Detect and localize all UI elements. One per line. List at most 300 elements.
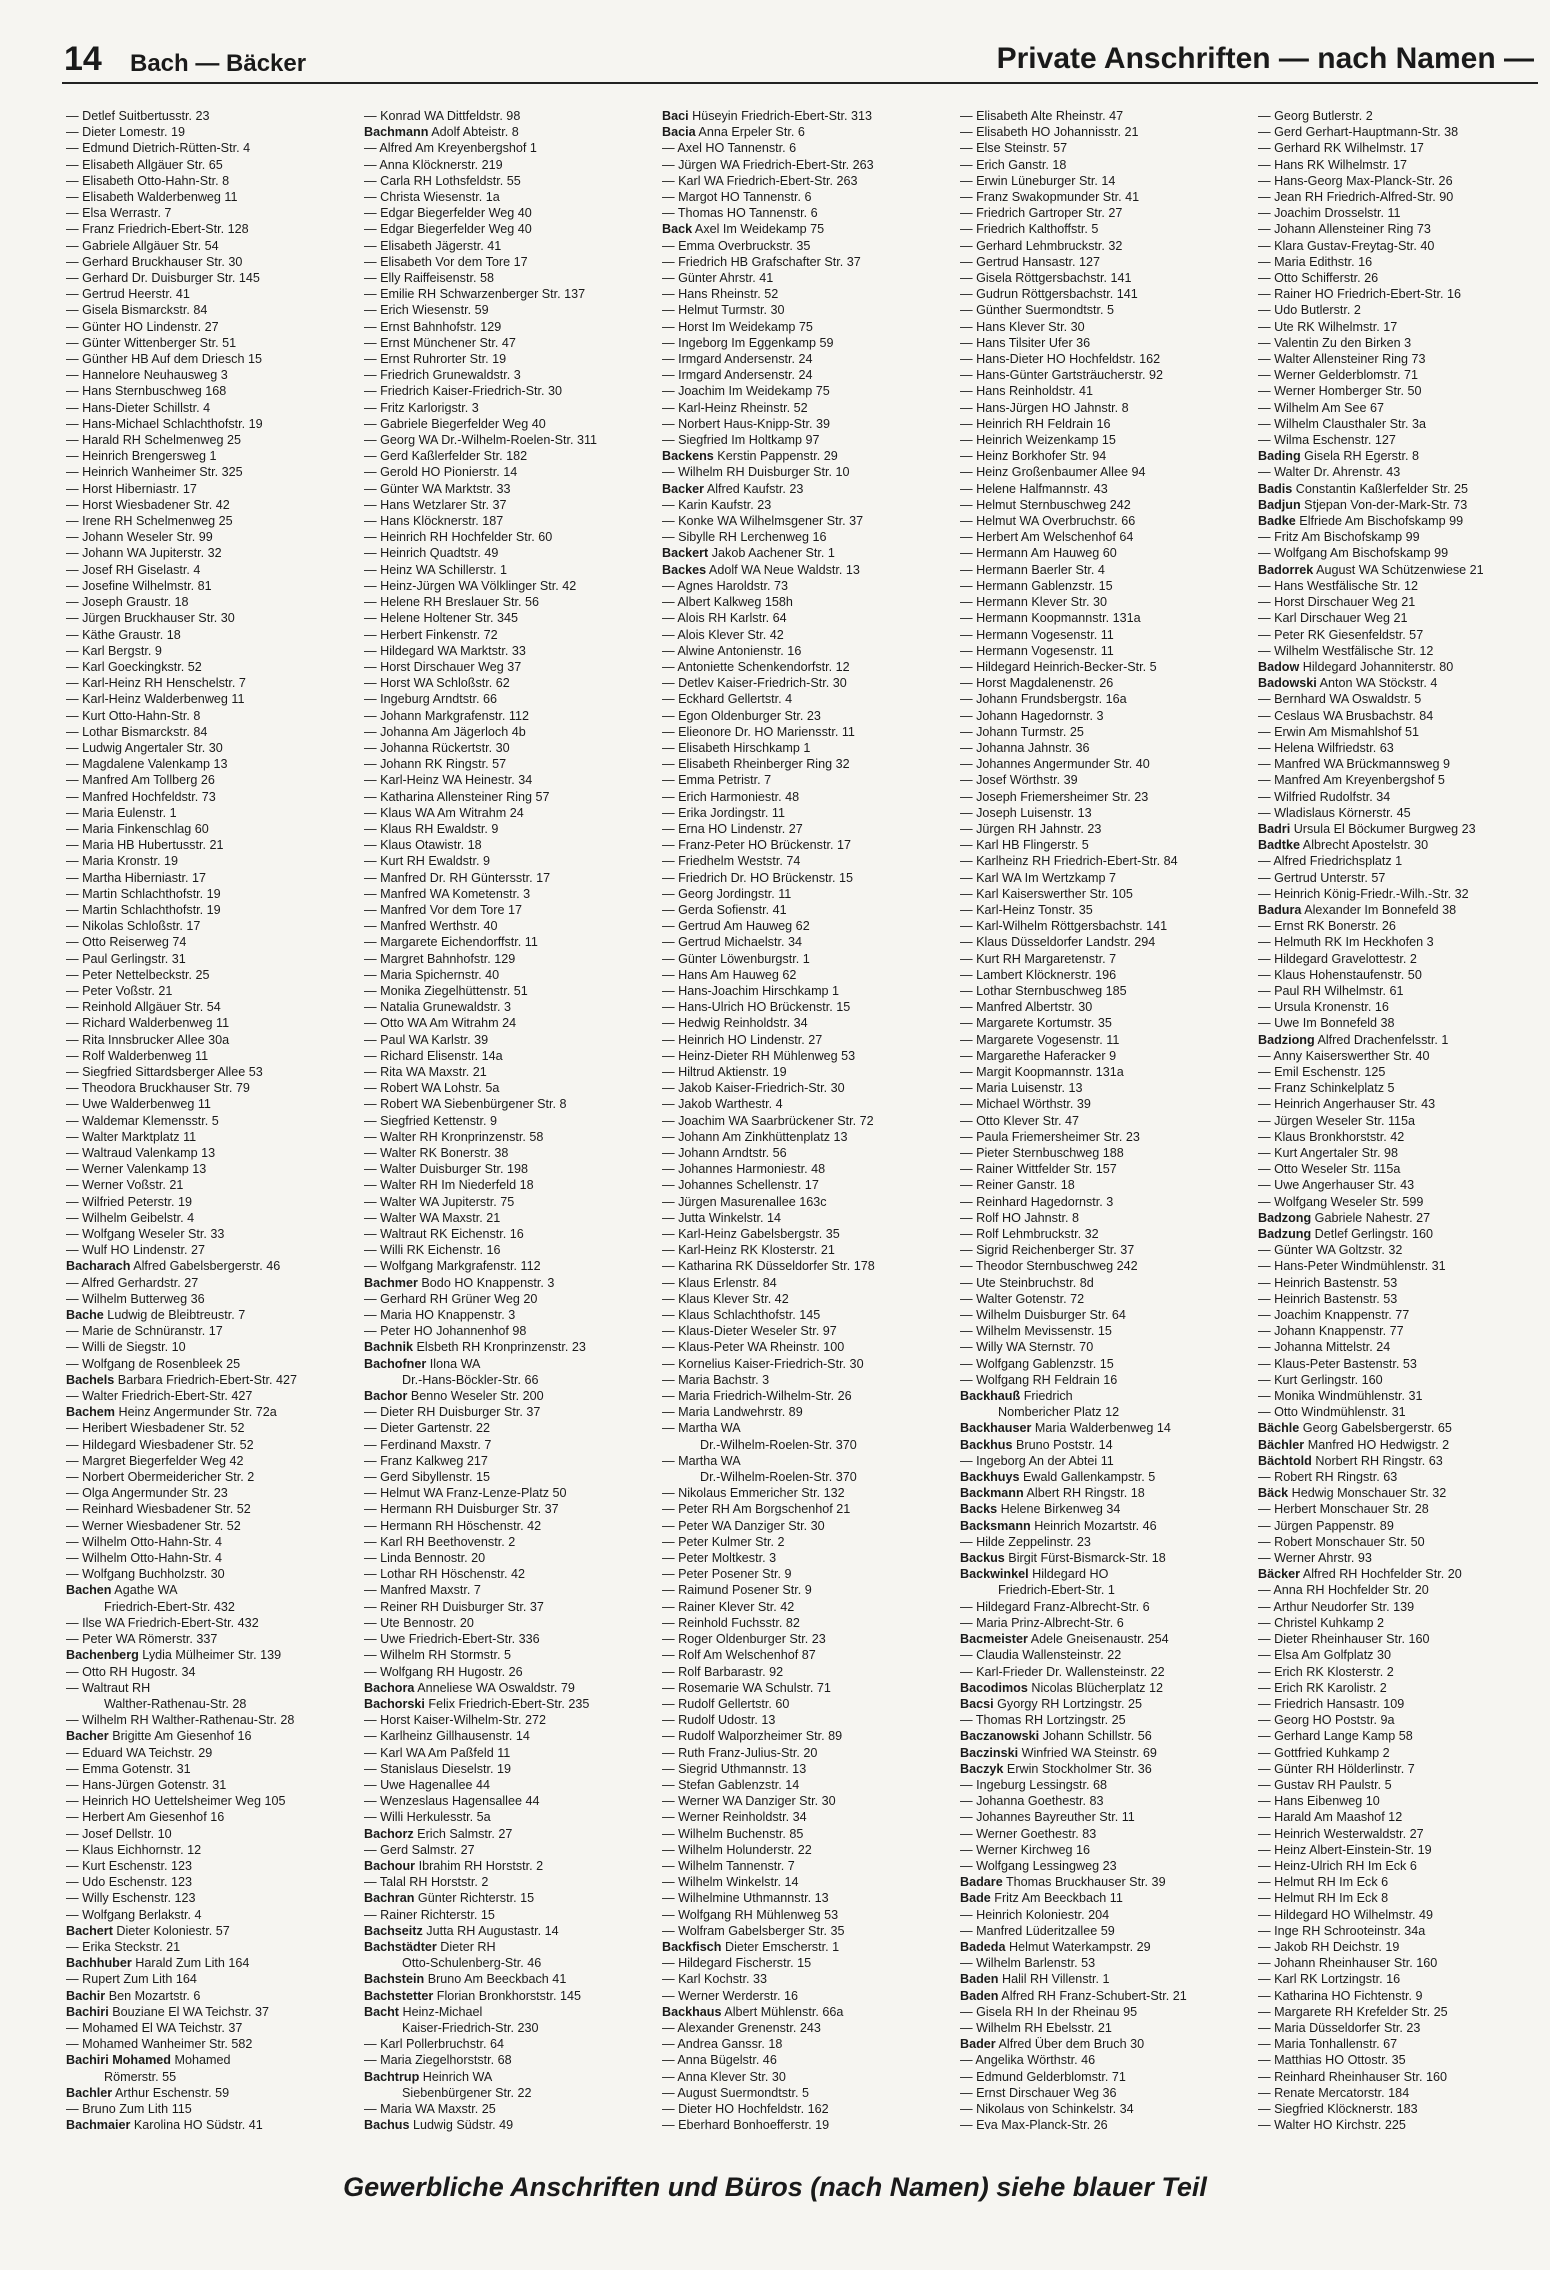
directory-entry: — Werner Ahrstr. 93 [1258,1551,1372,1566]
surname: Bachtrup [364,2069,420,2084]
directory-entry: — Johann Allensteiner Ring 73 [1258,222,1431,237]
surname: Bacht [364,2004,399,2019]
directory-entry: — Günther Suermondtstr. 5 [960,303,1114,318]
surname: Bächtold [1258,1453,1312,1468]
directory-entry: — Alfred Friedrichsplatz 1 [1258,854,1403,869]
entry-text: Lydia Mülheimer Str. 139 [138,1648,282,1663]
directory-entry: — Reiner Ganstr. 18 [960,1178,1075,1193]
entry-text: Barbara Friedrich-Ebert-Str. 427 [114,1372,297,1387]
directory-entry: — Joachim WA Saarbrückener Str. 72 [662,1113,874,1128]
directory-entry: — Heinz WA Schillerstr. 1 [364,562,508,577]
directory-entry: — Klaus Erlenstr. 84 [662,1275,777,1290]
directory-entry: — Elisabeth HO Johannisstr. 21 [960,125,1139,140]
directory-entry: — Rolf Barbarastr. 92 [662,1664,784,1679]
directory-entry: — Hans Am Hauweg 62 [662,967,797,982]
directory-entry: — Heinrich König-Friedr.-Wilh.-Str. 32 [1258,886,1469,901]
directory-entry: — Martin Schlachthofstr. 19 [66,886,221,901]
entry-text: Constantin Kaßlerfelder Str. 25 [1292,481,1469,496]
entry-text: Hildegard HO [1028,1567,1109,1582]
directory-entry: — Walter Dr. Ahrenstr. 43 [1258,465,1401,480]
directory-entry: — Karl WA Friedrich-Ebert-Str. 263 [662,173,858,188]
directory-entry: — Joseph Graustr. 18 [66,595,189,610]
directory-entry: — Günter WA Goltzstr. 32 [1258,1243,1403,1258]
directory-entry: — Fritz Am Bischofskamp 99 [1258,530,1420,545]
directory-entry [960,1631,1244,1647]
directory-entry: — Maria Finkenschlag 60 [66,821,209,836]
directory-entry [1258,821,1542,837]
directory-entry [66,2004,350,2020]
directory-entry: — Gertrud Unterstr. 57 [1258,870,1386,885]
directory-entry: — Johanna Jahnstr. 36 [960,740,1090,755]
directory-entry: — Emma Petristr. 7 [662,773,772,788]
directory-entry: — Nikolaus Emmericher Str. 132 [662,1486,845,1501]
surname: Bache [66,1308,104,1323]
directory-entry [960,1761,1244,1777]
entry-text: Bruno Am Beeckbach 41 [424,1972,567,1987]
directory-entry: — Agnes Haroldstr. 73 [662,578,789,593]
directory-entry: — Johann Arndtstr. 56 [662,1146,787,1160]
directory-entry: — Otto WA Am Witrahm 24 [364,1016,517,1031]
directory-entry: — Christa Wiesenstr. 1a [364,190,500,205]
directory-entry: — Gertrud Hansastr. 127 [960,254,1100,269]
directory-entry: — Friedrich Grunewaldstr. 3 [364,368,521,383]
directory-entry: — Alois Klever Str. 42 [662,627,784,642]
directory-entry [662,108,946,124]
directory-entry [66,1728,350,1744]
directory-entry: — Friedrich Kaiser-Friedrich-Str. 30 [364,384,563,399]
directory-entry [960,1437,1244,1453]
directory-entry: — Karlheinz RH Friedrich-Ebert-Str. 84 [960,854,1178,869]
directory-entry: — Ute Bennostr. 20 [364,1615,474,1630]
directory-entry: — Franz Schinkelplatz 5 [1258,1081,1395,1096]
surname: Baczinski [960,1745,1019,1760]
surname: Badzung [1258,1227,1312,1242]
directory-entry: Dr.-Hans-Böckler-Str. 66 [402,1372,539,1387]
entry-text: Dieter Koloniestr. 57 [112,1923,230,1938]
directory-entry: — Hiltrud Aktienstr. 19 [662,1064,787,1079]
directory-entry: — Manfred Dr. RH Güntersstr. 17 [364,870,551,885]
directory-entry: — Herbert Am Giesenhof 16 [66,1810,225,1825]
directory-entry: — Heinrich HO Uettelsheimer Weg 105 [66,1794,286,1809]
directory-entry: — Klaus Klever Str. 42 [662,1291,789,1306]
directory-entry: — Maria Kronstr. 19 [66,854,178,869]
directory-entry: — Siegfried Im Holtkamp 97 [662,433,820,448]
directory-entry: — Angelika Wörthstr. 46 [960,2053,1096,2068]
directory-entry: — Maria Landwehrstr. 89 [662,1405,803,1420]
directory-entry [364,1339,648,1355]
directory-entry: — Karin Kaufstr. 23 [662,497,772,512]
directory-entry: — Gerd Kaßlerfelder Str. 182 [364,449,528,464]
directory-entry: — Alexander Grenenstr. 243 [662,2020,821,2035]
directory-entry: — Hans Westfälische Str. 12 [1258,578,1419,593]
directory-entry: — Manfred Werthstr. 40 [364,919,498,934]
directory-entry: — Hans-Joachim Hirschkamp 1 [662,983,840,998]
directory-entry: — Wilhelm RH Duisburger Str. 10 [662,465,850,480]
directory-entry: — Margret Bahnhofstr. 129 [364,951,516,966]
directory-entry: — Wilhelm Mevissenstr. 15 [960,1324,1112,1339]
directory-entry: — Hermann Am Hauweg 60 [960,546,1117,561]
directory-entry: — Wolfgang Gablenzstr. 15 [960,1356,1114,1371]
directory-entry: — Gisela RH In der Rheinau 95 [960,2004,1138,2019]
directory-entry: — Klaus Eichhornstr. 12 [66,1842,202,1857]
directory-entry: Friedrich-Ebert-Str. 1 [998,1583,1115,1598]
directory-entry [1258,481,1542,497]
surname: Backert [662,546,709,561]
directory-entry: — Pieter Sternbuschweg 188 [960,1146,1124,1160]
directory-entry: — Peter RK Giesenfeldstr. 57 [1258,627,1424,642]
directory-entry: — Robert RH Ringstr. 63 [1258,1470,1398,1485]
surname: Badjun [1258,497,1301,512]
entry-text: Felix Friedrich-Ebert-Str. 235 [424,1696,590,1711]
directory-entry [960,1566,1244,1582]
directory-entry: — Dieter Rheinhauser Str. 160 [1258,1632,1430,1647]
directory-entry: — Franz Kalkweg 217 [364,1453,488,1468]
directory-entry: — Elisabeth Alte Rheinstr. 47 [960,109,1124,123]
directory-entry: — Karl-Wilhelm Röttgersbachstr. 141 [960,919,1168,934]
directory-entry [960,1696,1244,1712]
surname: Baden [960,1972,999,1987]
directory-entry: — Jürgen Bruckhauser Str. 30 [66,611,235,626]
directory-entry: — Otto Windmühlenstr. 31 [1258,1405,1406,1420]
directory-entry: — Rolf Lehmbruckstr. 32 [960,1227,1099,1242]
surname: Bachmaier [66,2118,131,2133]
directory-entry: — Maria Prinz-Albrecht-Str. 6 [960,1615,1124,1630]
entry-text: Harald Zum Lith 164 [131,1956,250,1971]
directory-entry: — Erich RK Klosterstr. 2 [1258,1664,1394,1679]
directory-entry: — Karl-Heinz WA Heinestr. 34 [364,773,533,788]
directory-entry: — Else Steinstr. 57 [960,141,1068,156]
directory-entry: — Elisabeth Rheinberger Ring 32 [662,757,850,772]
directory-entry: — Hans Reinholdstr. 41 [960,384,1094,399]
directory-entry: — Roger Oldenburger Str. 23 [662,1632,826,1647]
directory-entry [1258,448,1542,464]
surname: Badzong [1258,1210,1312,1225]
directory-entry: — Jakob Kaiser-Friedrich-Str. 30 [662,1081,845,1096]
directory-entry [66,1955,350,1971]
surname: Baczyk [960,1761,1004,1776]
directory-entry: — Hermann Vogesenstr. 11 [960,643,1114,658]
directory-entry: — Hans-Jürgen Gotenstr. 31 [66,1777,227,1792]
directory-entry: — Martha Hiberniastr. 17 [66,870,206,885]
directory-entry: — Klaus RH Ewaldstr. 9 [364,821,499,836]
directory-entry: — Rita WA Maxstr. 21 [364,1064,487,1079]
directory-entry: — Elsa Werrastr. 7 [66,206,172,221]
entry-text: Hedwig Monschauer Str. 32 [1288,1486,1447,1501]
directory-entry: — Karl-Heinz RK Klosterstr. 21 [662,1243,835,1258]
directory-entry: — Karl Goeckingkstr. 52 [66,659,202,674]
directory-entry: — Kurt Otto-Hahn-Str. 8 [66,708,201,723]
directory-entry: — Monika Ziegelhüttenstr. 51 [364,983,528,998]
directory-entry: — Hermann RH Duisburger Str. 37 [364,1502,559,1517]
entry-text: Elfriede Am Bischofskamp 99 [1295,514,1464,529]
directory-entry: — Nikolaus von Schinkelstr. 34 [960,2101,1134,2116]
surname: Bachmer [364,1275,418,1290]
entry-text: Jutta RH Augustastr. 14 [422,1923,559,1938]
directory-entry: — Reiner RH Duisburger Str. 37 [364,1599,544,1614]
directory-entry: — Karl Pollerbruchstr. 64 [364,2037,504,2052]
directory-entry [364,124,648,140]
directory-entry: — Claudia Wallensteinstr. 22 [960,1648,1122,1663]
directory-entry: — Erwin Lüneburger Str. 14 [960,173,1116,188]
entry-text: Anna Erpeler Str. 6 [695,125,805,140]
directory-entry: — Ernst Münchener Str. 47 [364,335,516,350]
entry-text: Günter Richterstr. 15 [414,1891,535,1906]
directory-entry: — Edmund Dietrich-Rütten-Str. 4 [66,141,251,156]
directory-entry: — Edgar Biegerfelder Weg 40 [364,206,532,221]
directory-entry [1258,1420,1542,1436]
directory-entry [960,1680,1244,1696]
directory-entry: — Anny Kaiserswerther Str. 40 [1258,1048,1430,1063]
directory-entry: — Olga Angermunder Str. 23 [66,1486,228,1501]
directory-entry: — Horst Dirschauer Weg 37 [364,659,522,674]
directory-entry: — Rudolf Udostr. 13 [662,1713,776,1728]
directory-entry: — Hans-Ulrich HO Brückenstr. 15 [662,1000,851,1015]
header-rule [62,82,1538,84]
directory-entry: — Klaus-Peter WA Rheinstr. 100 [662,1340,845,1355]
directory-entry: — Johann Am Zinkhüttenplatz 13 [662,1129,848,1144]
directory-entry: — Thomas RH Lortzingstr. 25 [960,1713,1126,1728]
directory-entry: — Friedrich Kalthoffstr. 5 [960,222,1099,237]
surname: Bachstein [364,1972,425,1987]
directory-entry: — Heinz Albert-Einstein-Str. 19 [1258,1842,1432,1857]
entry-text: Jakob Aachener Str. 1 [708,546,835,561]
entry-text: Ben Mozartstr. 6 [105,1988,201,2003]
directory-entry: — Werner Werderstr. 16 [662,1988,799,2003]
directory-entry: — Maria Tonhallenstr. 67 [1258,2037,1398,2052]
directory-entry: — Maria HB Hubertusstr. 21 [66,838,224,853]
directory-entry: — Friedrich HB Grafschafter Str. 37 [662,254,861,269]
surname: Baden [960,1988,999,2003]
directory-entry: — Margret Biegerfelder Weg 42 [66,1453,244,1468]
entry-text: Ilona WA [426,1356,481,1371]
directory-entry: — Edgar Biegerfelder Weg 40 [364,222,532,237]
directory-entry: — Ernst Bahnhofstr. 129 [364,319,502,334]
directory-column-1 [66,108,350,2158]
directory-entry: — Ingeborg An der Abtei 11 [960,1453,1114,1468]
directory-entry: — Werner Homberger Str. 50 [1258,384,1422,399]
directory-entry: — Jürgen WA Friedrich-Ebert-Str. 263 [662,157,874,172]
directory-entry: — Johanna Am Jägerloch 4b [364,724,526,739]
directory-entry: — Werner Gelderblomstr. 71 [1258,368,1419,383]
directory-entry: — Emma Gotenstr. 31 [66,1761,191,1776]
directory-entry: — Werner Wiesbadener Str. 52 [66,1518,241,1533]
directory-entry: — Gerhard RH Grüner Weg 20 [364,1291,538,1306]
entry-text: Florian Bronkhorststr. 145 [433,1988,581,2003]
directory-entry: — Rainer HO Friedrich-Ebert-Str. 16 [1258,287,1461,302]
surname: Badowski [1258,676,1317,691]
directory-entry: — Rosemarie WA Schulstr. 71 [662,1680,831,1695]
directory-entry: — Klaus WA Am Witrahm 24 [364,805,524,820]
directory-entry: — Helene RH Breslauer Str. 56 [364,595,539,610]
directory-entry [1258,1226,1542,1242]
directory-entry: — Karl Dirschauer Weg 21 [1258,611,1408,626]
directory-entry: — Albert Kalkweg 158h [662,595,793,610]
entry-text: Johann Schillstr. 56 [1039,1729,1152,1744]
directory-entry: — Karl HB Flingerstr. 5 [960,838,1089,853]
directory-entry: — Wolfgang Weseler Str. 599 [1258,1194,1424,1209]
directory-entry [364,2069,648,2085]
directory-entry [364,1388,648,1404]
directory-entry: — Hedwig Reinholdstr. 34 [662,1016,808,1031]
directory-entry: — Renate Mercatorstr. 184 [1258,2085,1410,2100]
directory-entry: — Josef Dellstr. 10 [66,1826,172,1841]
directory-entry: — Uwe Hagenallee 44 [364,1777,491,1792]
surname: Badare [960,1875,1003,1890]
directory-entry: — Udo Eschenstr. 123 [66,1875,193,1890]
entry-text: Erwin Stockholmer Str. 36 [1003,1761,1152,1776]
directory-entry: — Walter WA Maxstr. 21 [364,1210,501,1225]
directory-entry [662,562,946,578]
directory-entry: — Hermann Koopmannstr. 131a [960,611,1141,626]
directory-entry: — Maria Düsseldorfer Str. 23 [1258,2020,1421,2035]
surname: Bachnik [364,1340,413,1355]
directory-entry: — Wilhelm Duisburger Str. 64 [960,1308,1126,1323]
directory-entry [960,1728,1244,1744]
entry-text: Ibrahim RH Horststr. 2 [415,1858,544,1873]
directory-entry: — Wenzeslaus Hagensallee 44 [364,1794,540,1809]
directory-entry: — Dieter RH Duisburger Str. 37 [364,1405,541,1420]
entry-text: Adele Gneisenaustr. 254 [1027,1632,1169,1647]
surname: Bäcker [1258,1567,1301,1582]
directory-entry: — Maria HO Knappenstr. 3 [364,1308,516,1323]
directory-entry: — Uwe Angerhauser Str. 43 [1258,1178,1415,1193]
surname: Bade [960,1891,991,1906]
surname: Bachenberg [66,1648,139,1663]
surname: Bading [1258,449,1301,464]
surname: Backer [662,481,705,496]
directory-entry: — Josef Wörthstr. 39 [960,773,1078,788]
directory-entry: — Wilhelm RH Ebelsstr. 21 [960,2020,1112,2035]
directory-entry: — Gertrud Heerstr. 41 [66,287,190,302]
entry-text: Maria Walderbenweg 14 [1031,1421,1171,1436]
directory-entry: — Johanna Rückertstr. 30 [364,740,510,755]
directory-entry: — Walter Marktplatz 11 [66,1129,197,1144]
entry-text: Arthur Eschenstr. 59 [112,2085,230,2100]
surname: Bachorski [364,1696,425,1711]
directory-entry: Dr.-Wilhelm-Roelen-Str. 370 [700,1437,857,1452]
directory-entry: — Rita Innsbrucker Allee 30a [66,1032,230,1047]
surname: Back [662,222,693,237]
directory-entry: — Elisabeth Hirschkamp 1 [662,740,811,755]
entry-text: Stjepan Von-der-Mark-Str. 73 [1300,497,1468,512]
directory-entry: — Werner Kirchweg 16 [960,1842,1090,1857]
directory-entry: — Wilfried Peterstr. 19 [66,1194,192,1209]
directory-entry: — Detlev Kaiser-Friedrich-Str. 30 [662,676,847,691]
directory-entry: — Günter WA Marktstr. 33 [364,481,511,496]
directory-entry: — Hans Klöcknerstr. 187 [364,514,504,529]
directory-entry: — Werner Voßstr. 21 [66,1178,184,1193]
directory-entry: — Günter Wittenberger Str. 51 [66,335,237,350]
directory-entry: — Gabriele Allgäuer Str. 54 [66,238,219,253]
surname: Badorrek [1258,562,1314,577]
directory-entry: — Ludwig Angertaler Str. 30 [66,740,223,755]
directory-entry: — Klaus-Peter Bastenstr. 53 [1258,1356,1417,1371]
directory-entry: — Gerd Salmstr. 27 [364,1842,475,1857]
directory-columns [66,108,1542,2158]
directory-entry: — Johann WA Jupiterstr. 32 [66,546,222,561]
directory-entry: — Emil Eschenstr. 125 [1258,1064,1386,1079]
directory-entry [364,1275,648,1291]
directory-entry: — Maria Luisenstr. 13 [960,1081,1083,1096]
directory-entry: — Otto Weseler Str. 115a [1258,1162,1401,1177]
entry-text: Adolf Abteistr. 8 [428,125,519,140]
directory-entry [662,221,946,237]
surname: Bacodimos [960,1680,1028,1695]
directory-entry: — Ernst Dirschauer Weg 36 [960,2085,1117,2100]
directory-entry: — Marie de Schnüranstr. 17 [66,1324,223,1339]
directory-entry: — Helmut WA Overbruchstr. 66 [960,514,1136,529]
directory-entry: — Klaus Otawistr. 18 [364,838,482,853]
directory-entry: — Manfred Maxstr. 7 [364,1583,481,1598]
entry-text: Alfred RH Franz-Schubert-Str. 21 [998,1988,1187,2003]
directory-entry [66,2052,350,2068]
directory-entry: — Andrea Ganssr. 18 [662,2037,783,2052]
surname: Bachora [364,1680,415,1695]
directory-entry: — Margarete Eichendorffstr. 11 [364,935,538,950]
directory-entry: — Johann Hagedornstr. 3 [960,708,1104,723]
entry-text: Helene Birkenweg 34 [997,1502,1121,1517]
directory-entry: — Erika Steckstr. 21 [66,1939,181,1954]
surname: Backhuys [960,1470,1020,1485]
entry-text: Dieter Emscherstr. 1 [721,1939,840,1954]
directory-entry: — Margarethe Haferacker 9 [960,1048,1117,1063]
directory-entry: — Wilma Eschenstr. 127 [1258,433,1396,448]
directory-entry: — Peter RH Am Borgschenhof 21 [662,1502,851,1517]
directory-entry: — Jutta Winkelstr. 14 [662,1210,781,1225]
directory-entry: — Karl Bergstr. 9 [66,643,162,658]
surname: Badeda [960,1939,1006,1954]
entry-text: Alfred Über dem Bruch 30 [995,2037,1145,2052]
directory-entry: — Lothar RH Höschenstr. 42 [364,1567,525,1582]
directory-entry: — Ursula Kronenstr. 16 [1258,1000,1389,1015]
directory-entry: — Axel HO Tannenstr. 6 [662,141,797,156]
directory-entry: — Klara Gustav-Freytag-Str. 40 [1258,238,1435,253]
surname: Backfisch [662,1939,722,1954]
directory-entry: — Hilde Zeppelinstr. 23 [960,1534,1091,1549]
directory-entry: — Eduard WA Teichstr. 29 [66,1745,213,1760]
directory-entry: — Herbert Am Welschenhof 64 [960,530,1134,545]
directory-entry: — Waldemar Klemensstr. 5 [66,1113,219,1128]
directory-entry [1258,659,1542,675]
directory-entry [364,1826,648,1842]
directory-entry: — Bernhard WA Oswaldstr. 5 [1258,692,1422,707]
directory-entry [1258,675,1542,691]
directory-entry: — Lambert Klöcknerstr. 196 [960,967,1117,982]
directory-entry: — Klaus Schlachthofstr. 145 [662,1308,821,1323]
entry-text: Helmut Waterkampstr. 29 [1005,1939,1151,1954]
directory-entry: — Wolfgang RH Hugostr. 26 [364,1664,523,1679]
directory-column-4 [960,108,1244,2158]
surname: Badziong [1258,1032,1315,1047]
directory-entry: — Friedrich Hansastr. 109 [1258,1696,1405,1711]
directory-entry: — Mohamed Wanheimer Str. 582 [66,2037,253,2052]
entry-text: Gisela RH Egerstr. 8 [1300,449,1419,464]
directory-entry [960,1485,1244,1501]
directory-entry: — Klaus-Dieter Weseler Str. 97 [662,1324,837,1339]
directory-entry: — Arthur Neudorfer Str. 139 [1258,1599,1415,1614]
directory-entry: — Katharina Allensteiner Ring 57 [364,789,550,804]
directory-entry: — Margarete Vogesenstr. 11 [960,1032,1120,1047]
directory-entry: — Ute Steinbruchstr. 8d [960,1275,1094,1290]
directory-entry: — Hans-Jürgen HO Jahnstr. 8 [960,400,1129,415]
directory-entry: — Kurt Eschenstr. 123 [66,1858,192,1873]
directory-entry: — Günter RH Hölderlinstr. 7 [1258,1761,1415,1776]
directory-entry: — Hermann Baerler Str. 4 [960,562,1105,577]
directory-entry: — Siegfried Klöcknerstr. 183 [1258,2101,1418,2116]
directory-entry: — Anna RH Hochfelder Str. 20 [1258,1583,1429,1598]
directory-entry: — Jakob RH Deichstr. 19 [1258,1939,1400,1954]
directory-entry: — Heinz Großenbaumer Allee 94 [960,465,1146,480]
